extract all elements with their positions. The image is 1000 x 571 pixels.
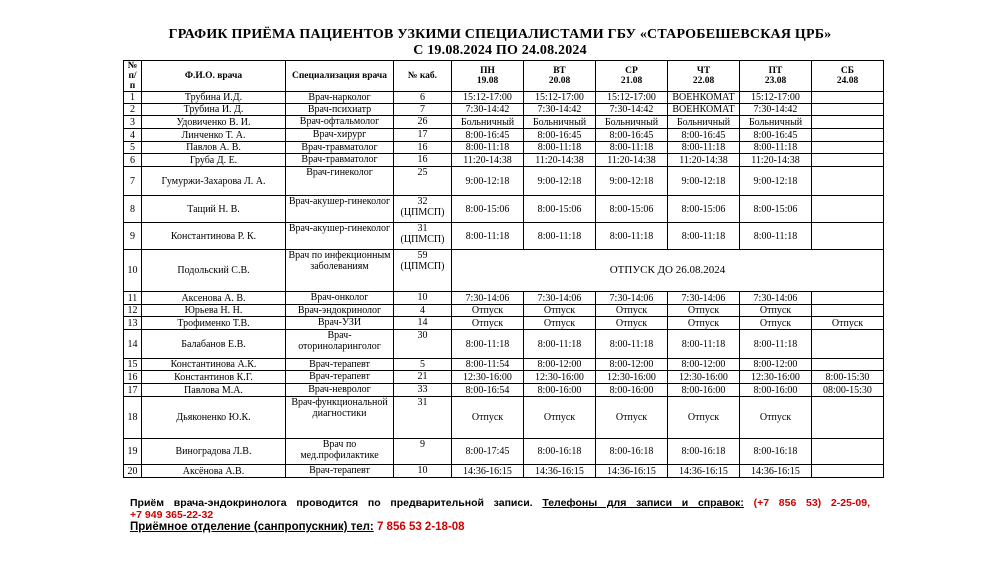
doctor-name: Аксёнова А.В.: [142, 465, 286, 478]
row-number: 19: [124, 439, 142, 465]
hours-tue: 8:00-11:18: [524, 330, 596, 359]
hours-wed: 8:00-16:45: [596, 129, 668, 142]
specialization: Врач-оториноларинголог: [286, 330, 394, 359]
hours-mon: 15:12-17:00: [452, 92, 524, 104]
document-date-range: С 19.08.2024 ПО 24.08.2024: [413, 43, 587, 58]
header-number: № п/п: [124, 61, 142, 92]
room-number: 31: [394, 397, 452, 439]
table-row: [124, 384, 884, 397]
hours-mon: Больничный: [452, 116, 524, 129]
hours-tue: 7:30-14:42: [524, 104, 596, 116]
room-number: 31 (ЦПМСП): [394, 223, 452, 250]
hours-sat: [812, 196, 884, 223]
row-number: 16: [124, 371, 142, 384]
hours-sat: [812, 397, 884, 439]
hours-tue: 8:00-11:18: [524, 142, 596, 154]
header-day-tue: ВТ 20.08: [524, 61, 596, 92]
hours-tue: 11:20-14:38: [524, 154, 596, 167]
hours-thu: Отпуск: [668, 397, 740, 439]
hours-wed: 7:30-14:42: [596, 104, 668, 116]
specialization: Врач-психиатр: [286, 104, 394, 116]
room-number: 16: [394, 154, 452, 167]
header-specialization: Специализация врача: [286, 61, 394, 92]
hours-sat: [812, 167, 884, 196]
hours-mon: 12:30-16:00: [452, 371, 524, 384]
room-number: 7: [394, 104, 452, 116]
hours-sat: [812, 439, 884, 465]
hours-mon: 8:00-15:06: [452, 196, 524, 223]
doctor-name: Гумуржи-Захарова Л. А.: [142, 167, 286, 196]
doctor-name: Трубина И.Д.: [142, 92, 286, 104]
specialization: Врач-терапевт: [286, 465, 394, 478]
hours-thu: Отпуск: [668, 305, 740, 317]
note-reception-phone: 7 856 53 2-18-08: [376, 521, 465, 533]
room-number: 10: [394, 465, 452, 478]
hours-wed: Отпуск: [596, 397, 668, 439]
doctor-name: Груба Д. Е.: [142, 154, 286, 167]
hours-sat: [812, 142, 884, 154]
table-row: [124, 371, 884, 384]
specialization: Врач по мед.профилактике: [286, 439, 394, 465]
note-appointment-text: Приём врача-эндокринолога проводится по предварительной записи.: [130, 497, 533, 509]
hours-sat: [812, 129, 884, 142]
vacation-notice: ОТПУСК ДО 26.08.2024: [452, 250, 884, 292]
table-row: [124, 116, 884, 129]
table-row: [124, 129, 884, 142]
row-number: 7: [124, 167, 142, 196]
row-number: 5: [124, 142, 142, 154]
row-number: 4: [124, 129, 142, 142]
header-doctor-name: Ф.И.О. врача: [142, 61, 286, 92]
room-number: 26: [394, 116, 452, 129]
hours-thu: 8:00-16:45: [668, 129, 740, 142]
hours-thu: 8:00-11:18: [668, 223, 740, 250]
row-number: 13: [124, 317, 142, 330]
row-number: 10: [124, 250, 142, 292]
header-room: № каб.: [394, 61, 452, 92]
hours-fri: 8:00-16:18: [740, 439, 812, 465]
doctor-name: Дьяконенко Ю.К.: [142, 397, 286, 439]
hours-sat: [812, 116, 884, 129]
row-number: 14: [124, 330, 142, 359]
doctor-name: Павлов А. В.: [142, 142, 286, 154]
note-reception: [130, 521, 465, 533]
hours-thu: 8:00-15:06: [668, 196, 740, 223]
table-row: [124, 196, 884, 223]
table-row: [124, 359, 884, 371]
specialization: Врач по инфекционным заболеваниям: [286, 250, 394, 292]
hours-wed: 8:00-11:18: [596, 223, 668, 250]
table-row: [124, 439, 884, 465]
table-row: [124, 317, 884, 330]
schedule-body: [124, 92, 884, 478]
document-title: ГРАФИК ПРИЁМА ПАЦИЕНТОВ УЗКИМИ СПЕЦИАЛИСТАМИ ГБУ «СТАРОБЕШЕВСКАЯ ЦРБ»: [168, 27, 832, 42]
row-number: 15: [124, 359, 142, 371]
hours-wed: 9:00-12:18: [596, 167, 668, 196]
hours-tue: 7:30-14:06: [524, 292, 596, 305]
hours-sat: 08:00-15:30: [812, 384, 884, 397]
table-row: [124, 167, 884, 196]
room-number: 30: [394, 330, 452, 359]
doctor-name: Тащий Н. В.: [142, 196, 286, 223]
hours-fri: 7:30-14:06: [740, 292, 812, 305]
hours-thu: 7:30-14:06: [668, 292, 740, 305]
specialization: Врач-акушер-гинеколог: [286, 196, 394, 223]
hours-thu: ВОЕНКОМАТ: [668, 104, 740, 116]
hours-fri: 11:20-14:38: [740, 154, 812, 167]
hours-wed: 12:30-16:00: [596, 371, 668, 384]
specialization: Врач-функциональной диагностики: [286, 397, 394, 439]
specialization: Врач-травматолог: [286, 154, 394, 167]
row-number: 12: [124, 305, 142, 317]
hours-fri: 8:00-11:18: [740, 142, 812, 154]
note-phone-2: +7 949 365-22-32: [130, 509, 214, 521]
row-number: 9: [124, 223, 142, 250]
room-number: 25: [394, 167, 452, 196]
hours-tue: Отпуск: [524, 317, 596, 330]
doctor-name: Удовиченко В. И.: [142, 116, 286, 129]
header-row: [124, 61, 884, 92]
hours-fri: Отпуск: [740, 317, 812, 330]
hours-tue: 8:00-15:06: [524, 196, 596, 223]
room-number: 6: [394, 92, 452, 104]
hours-fri: 8:00-15:06: [740, 196, 812, 223]
doctor-name: Подольский С.В.: [142, 250, 286, 292]
table-row: [124, 292, 884, 305]
specialization: Врач-УЗИ: [286, 317, 394, 330]
doctor-name: Трофименко Т.В.: [142, 317, 286, 330]
hours-wed: 8:00-12:00: [596, 359, 668, 371]
hours-sat: [812, 330, 884, 359]
hours-wed: 14:36-16:15: [596, 465, 668, 478]
hours-thu: 12:30-16:00: [668, 371, 740, 384]
specialization: Врач-гинеколог: [286, 167, 394, 196]
table-row: [124, 104, 884, 116]
room-number: 33: [394, 384, 452, 397]
hours-thu: 14:36-16:15: [668, 465, 740, 478]
table-row: [124, 250, 884, 292]
hours-tue: 12:30-16:00: [524, 371, 596, 384]
hours-tue: 9:00-12:18: [524, 167, 596, 196]
hours-thu: Отпуск: [668, 317, 740, 330]
hours-mon: Отпуск: [452, 305, 524, 317]
doctor-name: Балабанов Е.В.: [142, 330, 286, 359]
hours-fri: 8:00-11:18: [740, 330, 812, 359]
hours-thu: Больничный: [668, 116, 740, 129]
hours-mon: 8:00-11:18: [452, 223, 524, 250]
doctor-name: Константинов К.Г.: [142, 371, 286, 384]
hours-fri: 8:00-16:45: [740, 129, 812, 142]
row-number: 8: [124, 196, 142, 223]
specialization: Врач-офтальмолог: [286, 116, 394, 129]
hours-thu: 9:00-12:18: [668, 167, 740, 196]
hours-sat: [812, 305, 884, 317]
hours-thu: 8:00-16:00: [668, 384, 740, 397]
hours-sat: [812, 359, 884, 371]
hours-sat: [812, 223, 884, 250]
hours-tue: Отпуск: [524, 397, 596, 439]
hours-mon: 9:00-12:18: [452, 167, 524, 196]
hours-sat: Отпуск: [812, 317, 884, 330]
row-number: 3: [124, 116, 142, 129]
hours-sat: [812, 154, 884, 167]
specialization: Врач-нарколог: [286, 92, 394, 104]
specialization: Врач-акушер-гинеколог: [286, 223, 394, 250]
hours-mon: 11:20-14:38: [452, 154, 524, 167]
room-number: 21: [394, 371, 452, 384]
hours-mon: 7:30-14:42: [452, 104, 524, 116]
room-number: 10: [394, 292, 452, 305]
hours-sat: 8:00-15:30: [812, 371, 884, 384]
hours-sat: [812, 104, 884, 116]
hours-wed: 11:20-14:38: [596, 154, 668, 167]
hours-mon: 7:30-14:06: [452, 292, 524, 305]
specialization: Врач-травматолог: [286, 142, 394, 154]
header-day-mon: ПН 19.08: [452, 61, 524, 92]
row-number: 1: [124, 92, 142, 104]
hours-mon: Отпуск: [452, 317, 524, 330]
hours-thu: 8:00-16:18: [668, 439, 740, 465]
hours-tue: Отпуск: [524, 305, 596, 317]
header-day-thu: ЧТ 22.08: [668, 61, 740, 92]
header-day-fri: ПТ 23.08: [740, 61, 812, 92]
table-row: [124, 305, 884, 317]
hours-fri: 14:36-16:15: [740, 465, 812, 478]
specialization: Врач-невролог: [286, 384, 394, 397]
hours-tue: 8:00-16:45: [524, 129, 596, 142]
specialization: Врач-терапевт: [286, 359, 394, 371]
row-number: 18: [124, 397, 142, 439]
room-number: 4: [394, 305, 452, 317]
hours-mon: 8:00-16:54: [452, 384, 524, 397]
table-row: [124, 465, 884, 478]
header-day-wed: СР 21.08: [596, 61, 668, 92]
hours-tue: Больничный: [524, 116, 596, 129]
hours-wed: 8:00-11:18: [596, 330, 668, 359]
hours-tue: 8:00-12:00: [524, 359, 596, 371]
hours-fri: 12:30-16:00: [740, 371, 812, 384]
hours-mon: 8:00-17:45: [452, 439, 524, 465]
schedule-table: [123, 60, 884, 478]
hours-sat: [812, 465, 884, 478]
hours-mon: 8:00-11:54: [452, 359, 524, 371]
hours-wed: 7:30-14:06: [596, 292, 668, 305]
row-number: 20: [124, 465, 142, 478]
hours-wed: 8:00-15:06: [596, 196, 668, 223]
room-number: 16: [394, 142, 452, 154]
table-row: [124, 154, 884, 167]
hours-tue: 15:12-17:00: [524, 92, 596, 104]
specialization: Врач-эндокринолог: [286, 305, 394, 317]
hours-fri: Отпуск: [740, 305, 812, 317]
doctor-name: Виноградова Л.В.: [142, 439, 286, 465]
doctor-name: Линченко Т. А.: [142, 129, 286, 142]
specialization: Врач-хирург: [286, 129, 394, 142]
hours-fri: 15:12-17:00: [740, 92, 812, 104]
doctor-name: Трубина И. Д.: [142, 104, 286, 116]
hours-wed: Отпуск: [596, 305, 668, 317]
doctor-name: Константинова А.К.: [142, 359, 286, 371]
room-number: 17: [394, 129, 452, 142]
header-day-sat: СБ 24.08: [812, 61, 884, 92]
hours-fri: 8:00-16:00: [740, 384, 812, 397]
hours-fri: Больничный: [740, 116, 812, 129]
hours-wed: 8:00-16:00: [596, 384, 668, 397]
hours-fri: 9:00-12:18: [740, 167, 812, 196]
hours-tue: 8:00-16:18: [524, 439, 596, 465]
hours-fri: Отпуск: [740, 397, 812, 439]
room-number: 32 (ЦПМСП): [394, 196, 452, 223]
doctor-name: Павлова М.А.: [142, 384, 286, 397]
note-reception-label: Приёмное отделение (санпропускник) тел:: [130, 521, 374, 533]
table-row: [124, 397, 884, 439]
note-phone-1: (+7 856 53) 2-25-09,: [753, 497, 870, 509]
hours-sat: [812, 292, 884, 305]
hours-mon: 8:00-16:45: [452, 129, 524, 142]
hours-thu: 8:00-11:18: [668, 142, 740, 154]
hours-wed: 15:12-17:00: [596, 92, 668, 104]
row-number: 6: [124, 154, 142, 167]
hours-tue: 14:36-16:15: [524, 465, 596, 478]
hours-fri: 7:30-14:42: [740, 104, 812, 116]
hours-thu: ВОЕНКОМАТ: [668, 92, 740, 104]
note-endocrinologist: [130, 497, 870, 509]
hours-mon: 8:00-11:18: [452, 142, 524, 154]
table-row: [124, 330, 884, 359]
room-number: 9: [394, 439, 452, 465]
hours-mon: Отпуск: [452, 397, 524, 439]
table-row: [124, 92, 884, 104]
hours-tue: 8:00-16:00: [524, 384, 596, 397]
hours-thu: 11:20-14:38: [668, 154, 740, 167]
hours-fri: 8:00-11:18: [740, 223, 812, 250]
note-phones-label: Телефоны для записи и справок:: [542, 497, 744, 509]
hours-thu: 8:00-12:00: [668, 359, 740, 371]
hours-tue: 8:00-11:18: [524, 223, 596, 250]
room-number: 5: [394, 359, 452, 371]
doctor-name: Константинова Р. К.: [142, 223, 286, 250]
hours-mon: 8:00-11:18: [452, 330, 524, 359]
hours-sat: [812, 92, 884, 104]
room-number: 14: [394, 317, 452, 330]
table-row: [124, 142, 884, 154]
hours-mon: 14:36-16:15: [452, 465, 524, 478]
hours-wed: 8:00-16:18: [596, 439, 668, 465]
specialization: Врач-терапевт: [286, 371, 394, 384]
doctor-name: Юрьева Н. Н.: [142, 305, 286, 317]
row-number: 11: [124, 292, 142, 305]
room-number: 59 (ЦПМСП): [394, 250, 452, 292]
table-row: [124, 223, 884, 250]
row-number: 2: [124, 104, 142, 116]
hours-wed: 8:00-11:18: [596, 142, 668, 154]
specialization: Врач-онколог: [286, 292, 394, 305]
hours-thu: 8:00-11:18: [668, 330, 740, 359]
doctor-name: Аксенова А. В.: [142, 292, 286, 305]
hours-wed: Отпуск: [596, 317, 668, 330]
hours-fri: 8:00-12:00: [740, 359, 812, 371]
row-number: 17: [124, 384, 142, 397]
hours-wed: Больничный: [596, 116, 668, 129]
